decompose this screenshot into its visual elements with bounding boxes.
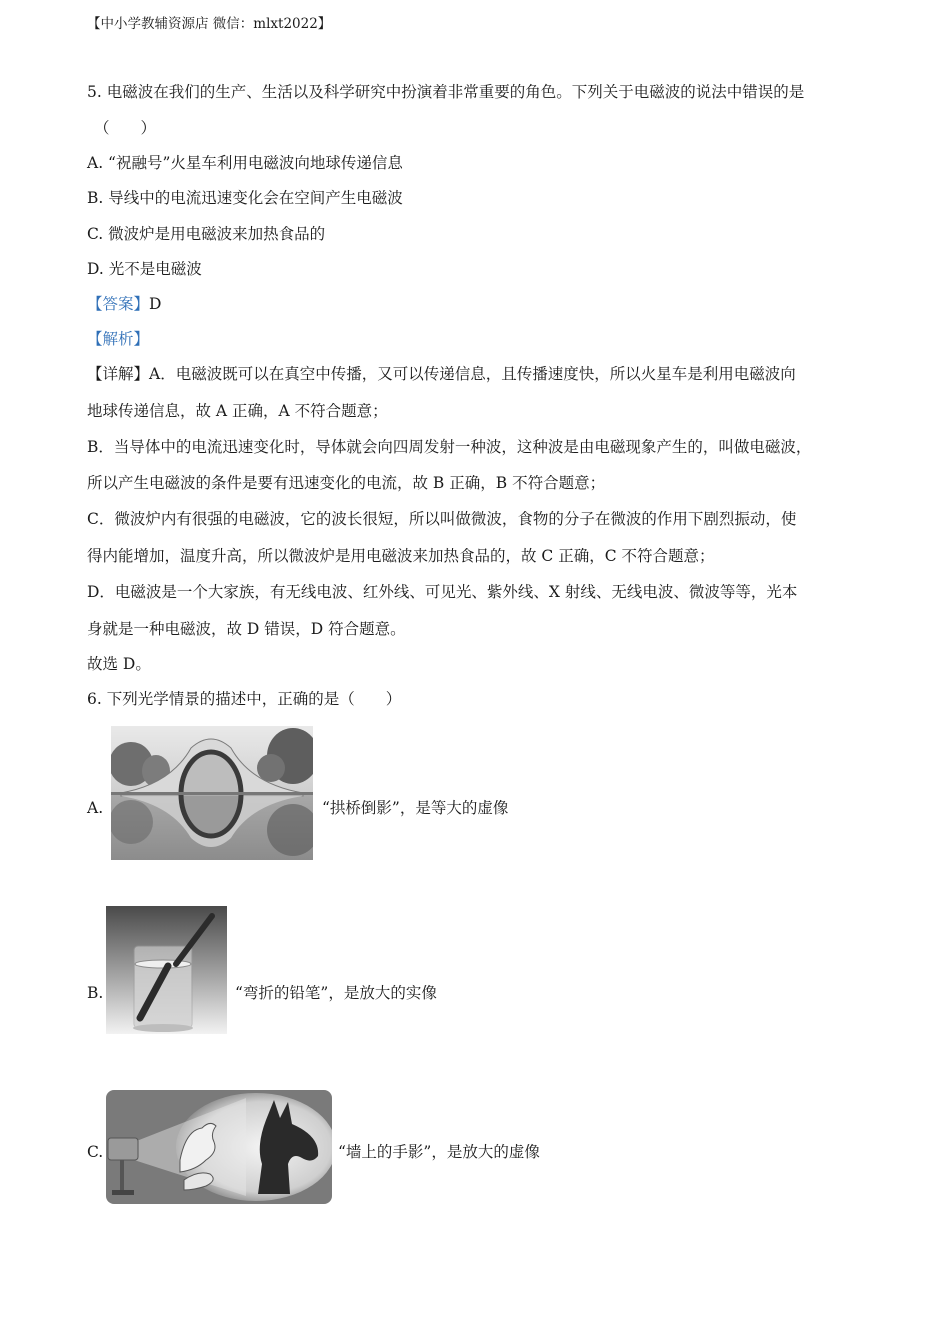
q6-option-c-letter: C.: [87, 1143, 104, 1161]
detail-text: A．电磁波既可以在真空中传播，又可以传递信息，且传播速度快，所以火星车是利用电磁波向: [149, 365, 796, 383]
detail-line-7: D．电磁波是一个大家族，有无线电波、红外线、可见光、紫外线、X 射线、无线电波、微波等等，光本: [87, 583, 798, 601]
q5-stem-line1: 5. 电磁波在我们的生产、生活以及科学研究中扮演着非常重要的角色。下列关于电磁波的说法中错误的是: [87, 83, 805, 101]
answer-value: D: [149, 295, 162, 313]
q5-answer-row: [87, 294, 161, 314]
conclusion: 故选 D。: [87, 655, 151, 673]
q6-option-a-letter: A.: [87, 799, 104, 817]
hand-shadow-wall-image: [106, 1090, 332, 1204]
q5-option-a: A. “祝融号”火星车利用电磁波向地球传递信息: [87, 154, 403, 172]
q6-option-a-text: “拱桥倒影”，是等大的虚像: [322, 799, 509, 817]
detail-line-8: 身就是一种电磁波，故 D 错误，D 符合题意。: [87, 620, 406, 638]
analysis-tag: 【解析】: [87, 330, 150, 348]
q6-option-c-text: “墙上的手影”，是放大的虚像: [338, 1143, 540, 1161]
q6-option-b-text: “弯折的铅笔”，是放大的实像: [235, 984, 437, 1002]
detail-tag: 【详解】: [87, 365, 150, 383]
bent-pencil-glass-image: [106, 906, 227, 1034]
q6-stem: 6. 下列光学情景的描述中，正确的是（ ）: [87, 690, 402, 708]
detail-line-6: 得内能增加，温度升高，所以微波炉是用电磁波来加热食品的，故 C 正确，C 不符合题意；: [87, 547, 715, 565]
q5-option-d: D. 光不是电磁波: [87, 260, 202, 278]
q5-option-b: B. 导线中的电流迅速变化会在空间产生电磁波: [87, 189, 403, 207]
detail-line-3: B．当导体中的电流迅速变化时，导体就会向四周发射一种波，这种波是由电磁现象产生的，叫做电磁波，: [87, 438, 812, 456]
q5-stem-line2: （ ）: [94, 119, 157, 137]
detail-line-5: C．微波炉内有很强的电磁波，它的波长很短，所以叫做微波，食物的分子在微波的作用下剧烈振动，使: [87, 510, 797, 528]
page-header: 【中小学教辅资源店 微信：mlxt2022】: [87, 16, 332, 32]
answer-tag: 【答案】: [87, 295, 150, 313]
arch-bridge-reflection-image: [111, 726, 313, 860]
q5-option-c: C. 微波炉是用电磁波来加热食品的: [87, 225, 326, 243]
detail-line-2: 地球传递信息，故 A 正确，A 不符合题意；: [87, 402, 388, 420]
q6-option-b-letter: B.: [87, 984, 104, 1002]
detail-line-4: 所以产生电磁波的条件是要有迅速变化的电流，故 B 正确，B 不符合题意；: [87, 474, 606, 492]
detail-line-1: [87, 364, 796, 384]
